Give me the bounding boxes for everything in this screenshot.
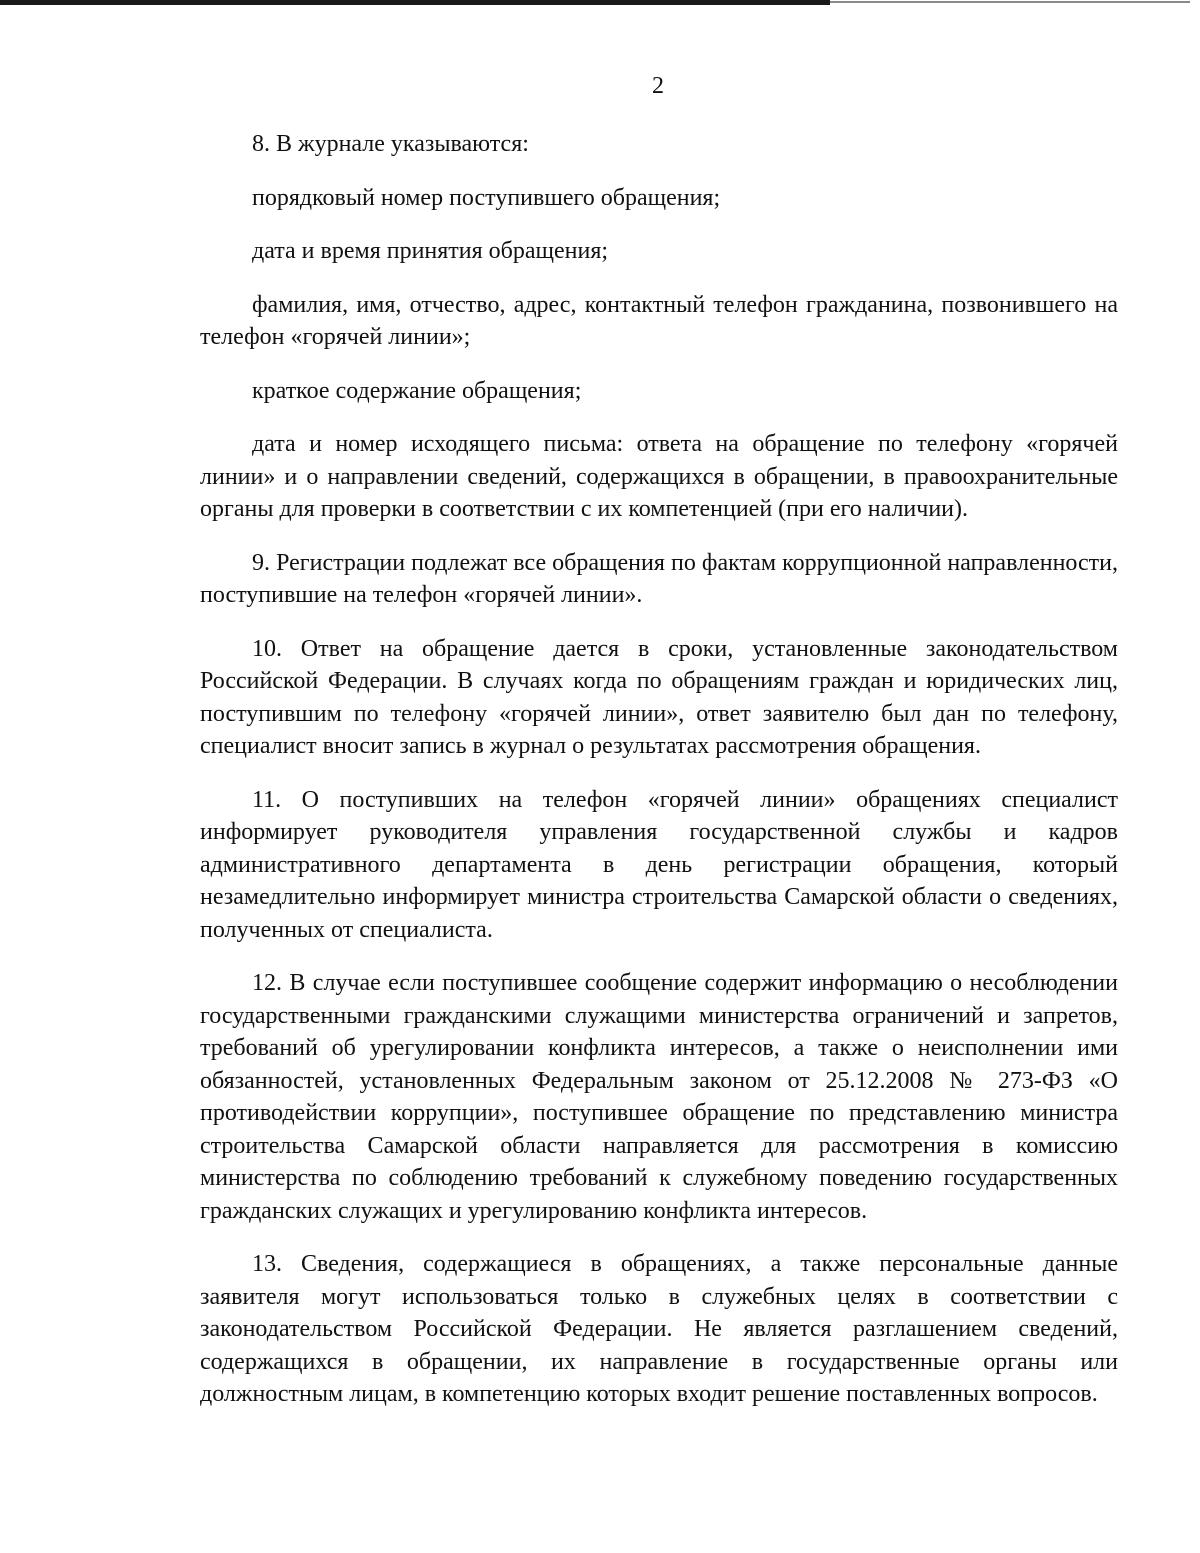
paragraph-journal-field-caller: фамилия, имя, отчество, адрес, контактный телефон гражданина, позвонившего на телефон «горячей линии»; [200, 291, 1118, 350]
paragraph-item-10: 10. Ответ на обращение дается в сроки, установленные законодательством Российской Федерации. В случаях когда по обращениям граждан и юридических лиц, поступившим по телефону «горячей линии», ответ заявителю был дан по телефону, специалист вносит запись в журнал о результатах рассмотрения обращения. [200, 635, 1118, 759]
page-number: 2 [652, 73, 664, 99]
scan-top-edge-tail [830, 1, 1190, 3]
paragraph-journal-field-date: дата и время принятия обращения; [252, 238, 609, 264]
paragraph-journal-field-number: порядковый номер поступившего обращения; [252, 184, 721, 211]
paragraph-journal-field-outgoing-letter: дата и номер исходящего письма: ответа на обращение по телефону «горячей линии» и о направлении сведений, содержащихся в обращении, в правоохранительные органы для проверки в соответствии с их компетенцией (при его наличии). [200, 431, 1118, 522]
paragraph-item-8-heading: 8. В журнале указываются: [252, 131, 529, 157]
paragraph-item-11: 11. О поступивших на телефон «горячей линии» обращениях специалист информирует руководителя управления государственной службы и кадров административного департамента в день регистрации обращения, который незамедлительно информирует министра строительства Самарской области о сведениях, полученных от специалиста. [200, 786, 1118, 943]
paragraph-item-13: 13. Сведения, содержащиеся в обращениях, а также персональные данные заявителя могут использоваться только в служебных целях в соответствии с законодательством Российской Федерации. Не является разглашением сведений, содержащихся в обращении, их направление в государственные органы или должностным лицам, в компетенцию которых входит решение поставленных вопросов. [200, 1251, 1118, 1407]
paragraph-item-12: 12. В случае если поступившее сообщение содержит информацию о несоблюдении государственными гражданскими служащими министерства ограничений и запретов, требований об урегулировании конфликта интересов, а также о неисполнении ими обязанностей, установленных Федеральным законом от 25.12.2008 № 273-ФЗ «О противодействии коррупции», поступившее обращение по представлению министра строительства Самарской области направляется для рассмотрения в комиссию министерства по соблюдению требований к служебному поведению государственных гражданских служащих и урегулированию конфликта интересов. [200, 970, 1118, 1224]
document-body [200, 128, 1118, 1432]
scan-top-edge [0, 0, 830, 5]
paragraph-item-9: 9. Регистрации подлежат все обращения по фактам коррупционной направленности, поступившие на телефон «горячей линии». [200, 549, 1118, 608]
paragraph-journal-field-summary: краткое содержание обращения; [252, 377, 582, 404]
